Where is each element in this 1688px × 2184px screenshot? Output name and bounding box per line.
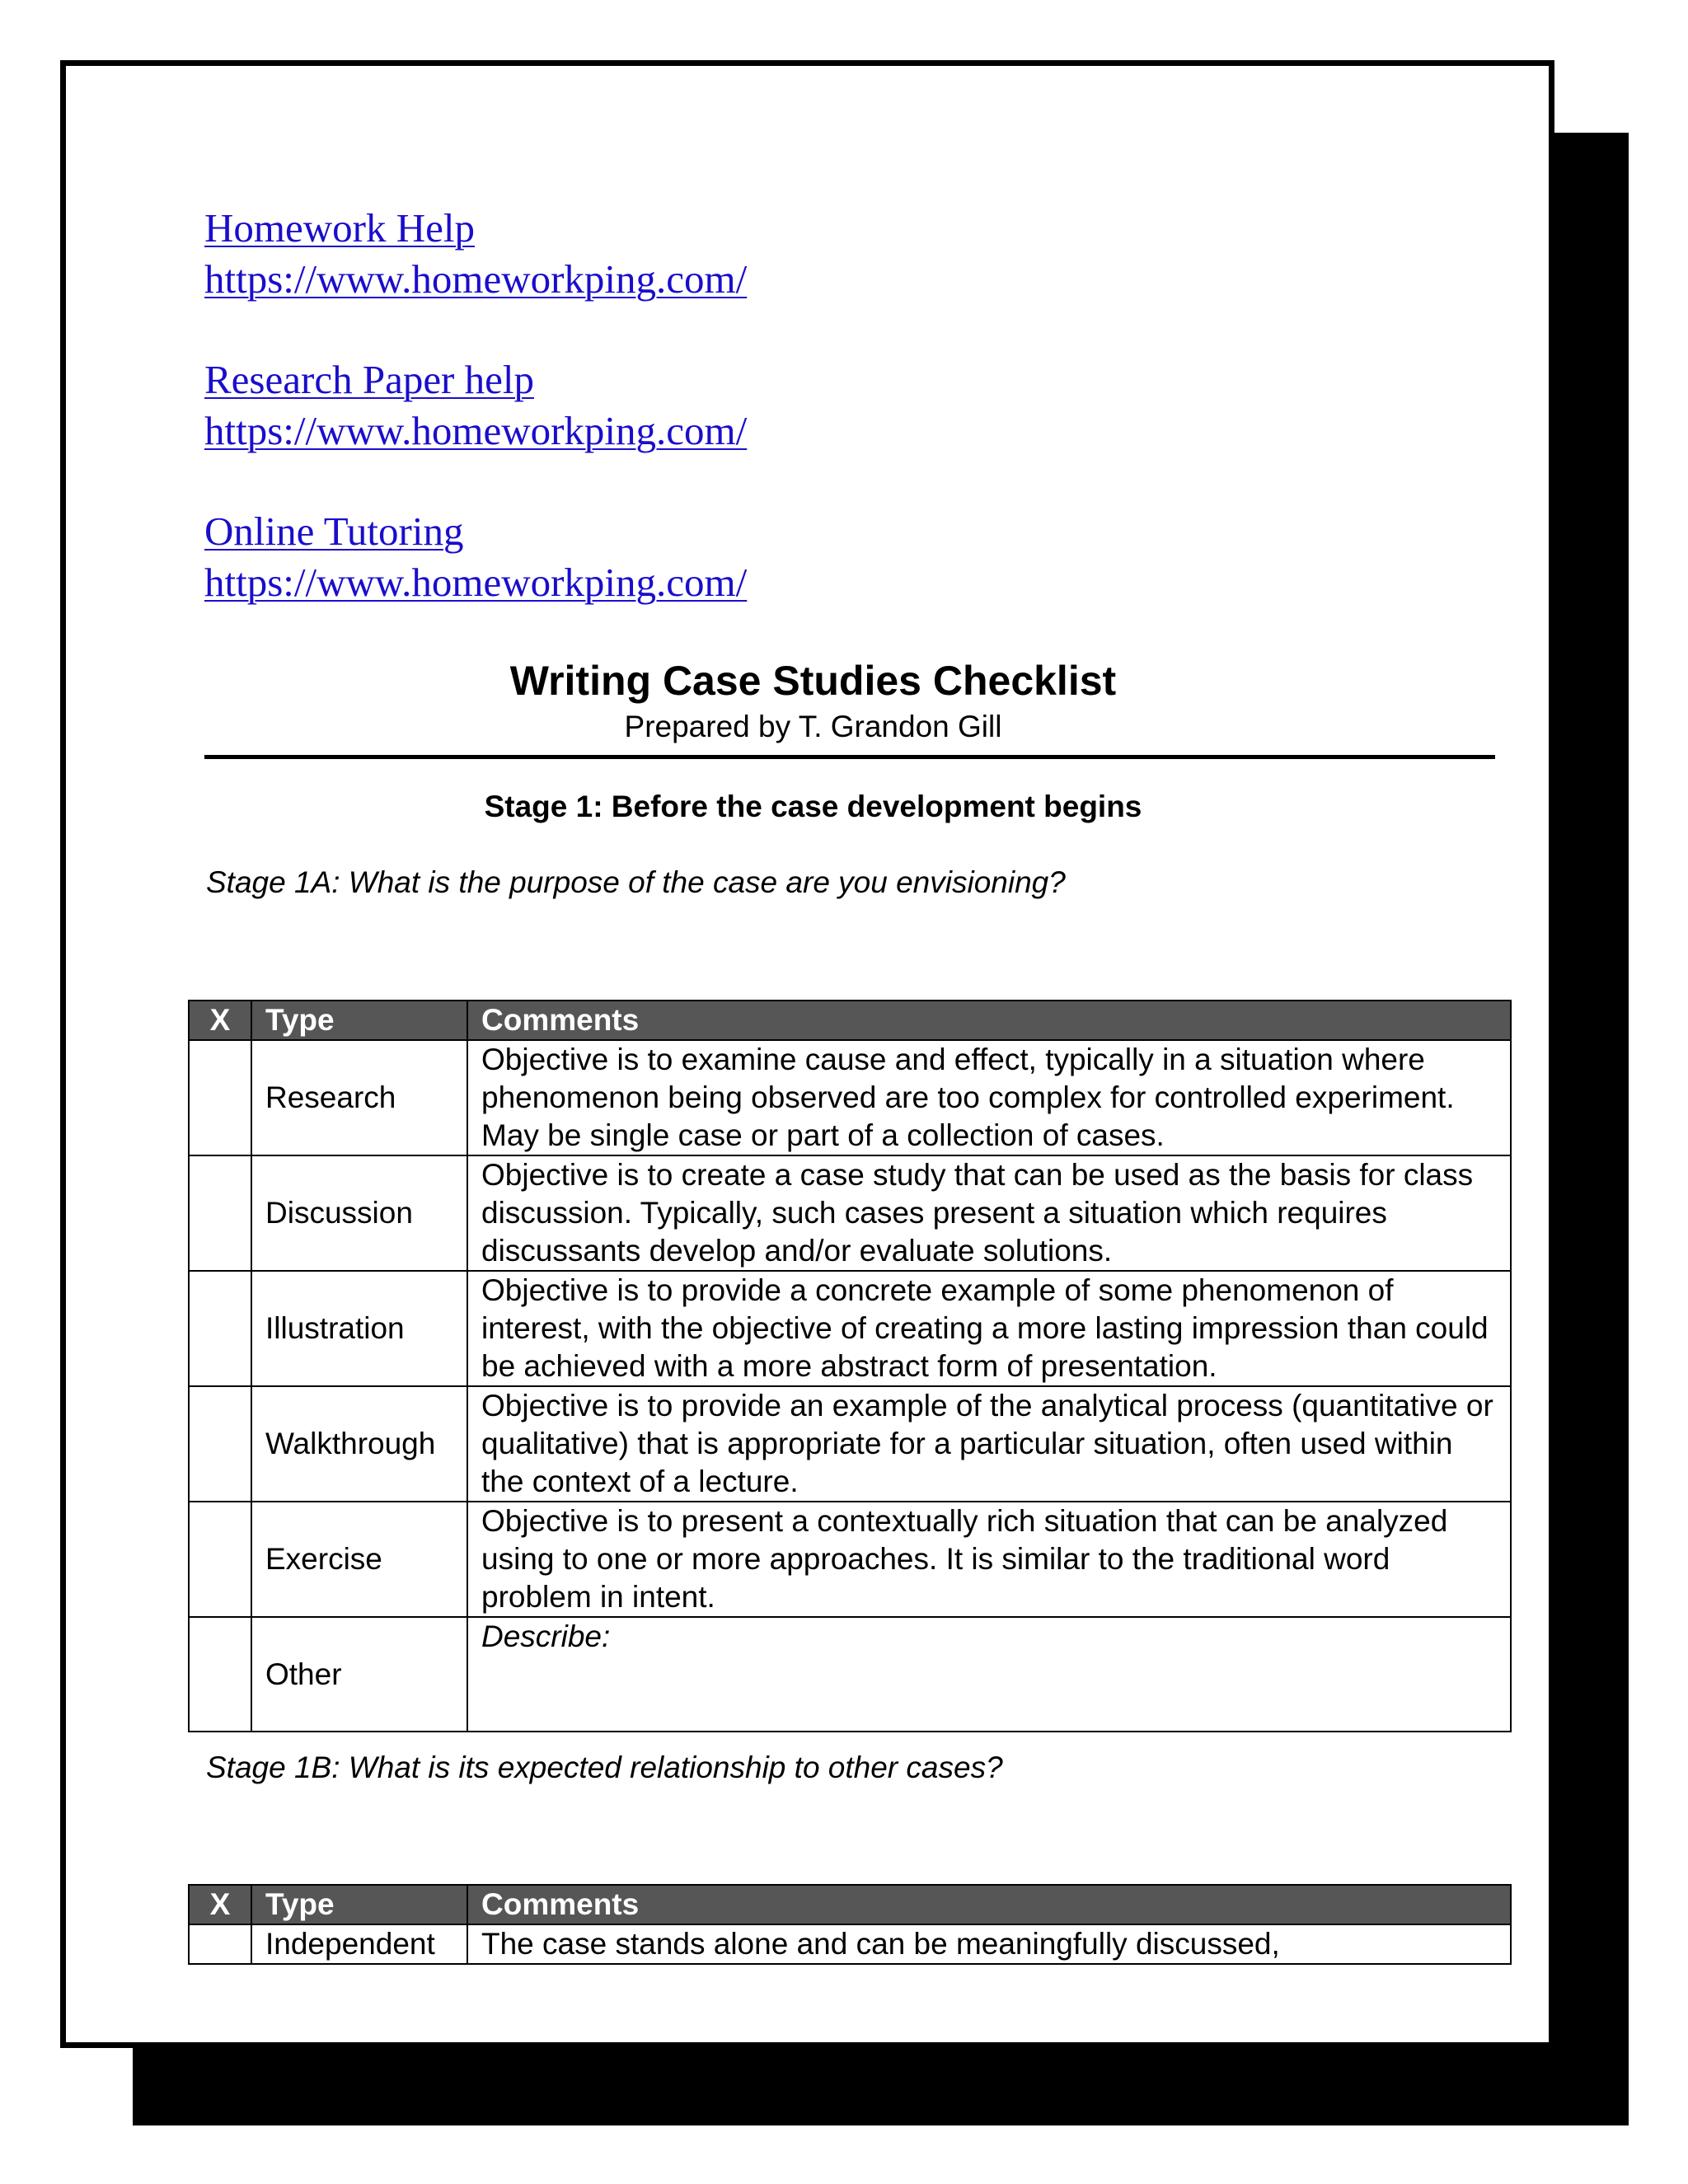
check-cell-walkthrough[interactable] <box>189 1386 251 1502</box>
table-header-row <box>189 1001 1511 1040</box>
table-row <box>189 1040 1511 1155</box>
title-divider <box>204 755 1495 759</box>
check-cell-other[interactable] <box>189 1617 251 1732</box>
column-header-x: X <box>189 1885 251 1924</box>
link-group-tutoring <box>204 506 747 608</box>
stage-1b-table <box>188 1884 1512 1965</box>
comment-cell: Objective is to create a case study that can be used as the basis for class discussion. Typically, such cases present a situation which requires discussants develop and/or evaluate solutions. <box>467 1155 1511 1271</box>
column-header-type: Type <box>251 1885 467 1924</box>
type-cell: Illustration <box>251 1271 467 1386</box>
comment-cell: Objective is to provide an example of the analytical process (quantitative or qualitative) that is appropriate for a particular situation, often used within the context of a lecture. <box>467 1386 1511 1502</box>
research-paper-help-link[interactable]: Research Paper help <box>204 357 534 402</box>
check-cell-discussion[interactable] <box>189 1155 251 1271</box>
research-paper-url-link[interactable]: https://www.homeworkping.com/ <box>204 408 748 453</box>
type-cell: Other <box>251 1617 467 1732</box>
document-page <box>60 60 1554 2048</box>
check-cell-illustration[interactable] <box>189 1271 251 1386</box>
type-cell: Exercise <box>251 1502 467 1617</box>
table-row <box>189 1155 1511 1271</box>
promo-links <box>204 203 747 658</box>
type-cell: Walkthrough <box>251 1386 467 1502</box>
check-cell-exercise[interactable] <box>189 1502 251 1617</box>
table-row <box>189 1924 1511 1964</box>
comment-cell: Objective is to examine cause and effect, typically in a situation where phenomenon being observed are too complex for controlled experiment. May be single case or part of a collection of cases. <box>467 1040 1511 1155</box>
document-subtitle: Prepared by T. Grandon Gill <box>624 710 1002 743</box>
table-header-row <box>189 1885 1511 1924</box>
table-row <box>189 1271 1511 1386</box>
stage-heading: Stage 1: Before the case development begins <box>484 790 1142 823</box>
comment-cell: Objective is to present a contextually rich situation that can be analyzed using to one or more approaches. It is similar to the traditional word problem in intent. <box>467 1502 1511 1617</box>
type-cell: Research <box>251 1040 467 1155</box>
homework-help-url-link[interactable]: https://www.homeworkping.com/ <box>204 256 748 302</box>
document-title: Writing Case Studies Checklist <box>509 658 1117 704</box>
column-header-type: Type <box>251 1001 467 1040</box>
table-row <box>189 1386 1511 1502</box>
column-header-x: X <box>189 1001 251 1040</box>
stage-1a-table <box>188 1000 1512 1732</box>
table-row <box>189 1617 1511 1732</box>
column-header-comments: Comments <box>467 1885 1511 1924</box>
type-cell: Independent <box>251 1924 467 1964</box>
check-cell-research[interactable] <box>189 1040 251 1155</box>
comment-cell: The case stands alone and can be meaningfully discussed, <box>467 1924 1511 1964</box>
link-group-research <box>204 354 747 457</box>
online-tutoring-url-link[interactable]: https://www.homeworkping.com/ <box>204 560 748 605</box>
link-group-homework <box>204 203 747 305</box>
check-cell-independent[interactable] <box>189 1924 251 1964</box>
comment-cell: Objective is to provide a concrete example of some phenomenon of interest, with the objective of creating a more lasting impression than could be achieved with a more abstract form of presentation. <box>467 1271 1511 1386</box>
homework-help-link[interactable]: Homework Help <box>204 205 475 251</box>
stage-1a-question: Stage 1A: What is the purpose of the case are you envisioning? <box>206 865 1066 899</box>
table-row <box>189 1502 1511 1617</box>
describe-field[interactable]: Describe: <box>467 1617 1511 1732</box>
type-cell: Discussion <box>251 1155 467 1271</box>
stage-1b-question: Stage 1B: What is its expected relationship to other cases? <box>206 1750 1003 1784</box>
online-tutoring-link[interactable]: Online Tutoring <box>204 509 464 554</box>
column-header-comments: Comments <box>467 1001 1511 1040</box>
